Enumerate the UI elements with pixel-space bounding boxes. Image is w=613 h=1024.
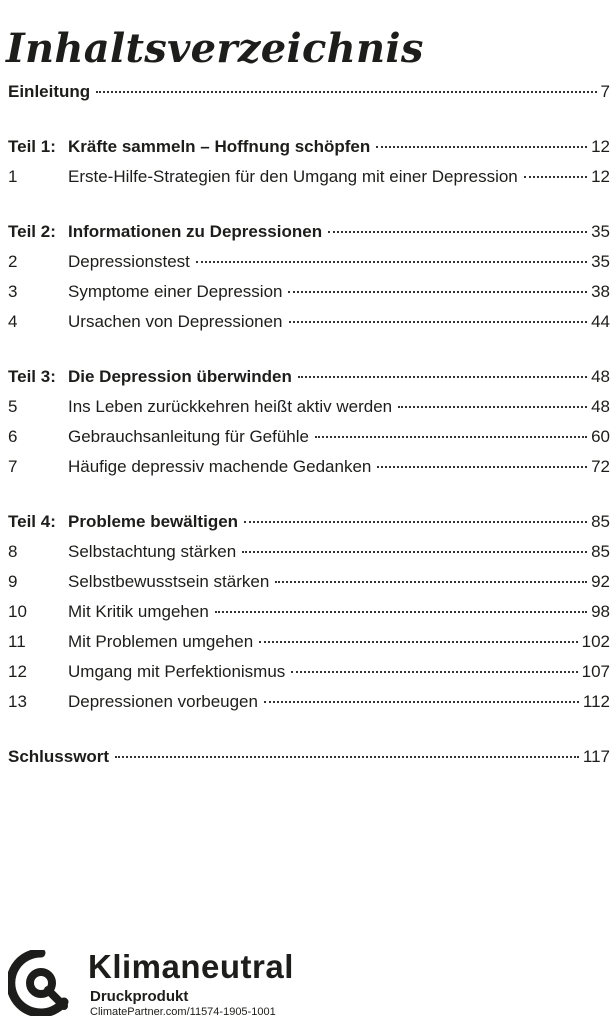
toc-entry-title: Mit Kritik umgehen [68,602,209,621]
toc-entry-page: 112 [582,692,610,711]
toc-entry-page: 60 [591,427,610,446]
toc-entry-number: Teil 1: [8,137,56,156]
toc-entry-title: Mit Problemen umgehen [68,632,254,651]
toc-entry [8,167,610,197]
toc-entry-number: Schlusswort [8,747,110,766]
toc-entry [8,282,610,312]
toc-entry [8,572,610,602]
dot-leader [264,701,579,703]
toc-entry [8,512,610,542]
toc-entry-page: 48 [591,367,610,386]
toc-entry-number: 3 [8,282,18,301]
toc-entry-page: 117 [582,747,610,766]
toc-entry-title: Umgang mit Perfektionismus [68,662,286,681]
toc-entry-title: Erste-Hilfe-Strategien für den Umgang mit einer Depression [68,167,518,186]
toc-entry-title: Gebrauchsanleitung für Gefühle [68,427,309,446]
page-title: Inhaltsverzeichnis [6,24,424,72]
toc-entry-title: Ins Leben zurückkehren heißt aktiv werden [68,397,393,416]
toc-entry-page: 12 [591,137,610,156]
toc-entry-number: Teil 3: [8,367,56,386]
dot-leader [315,436,587,438]
toc-entry-page: 44 [591,312,610,331]
toc-entry-title: Probleme bewältigen [68,512,239,531]
toc-entry-page: 7 [600,82,610,101]
dot-leader [275,581,587,583]
climatepartner-logo-icon [8,950,74,1016]
toc-entry-number: 13 [8,692,27,711]
toc-entry-number: 4 [8,312,18,331]
toc-entry-title: Informationen zu Depressionen [68,222,323,241]
toc-entry [8,137,610,167]
dot-leader [242,551,587,553]
toc-entry-title: Kräfte sammeln – Hoffnung schöpfen [68,137,371,156]
toc-entry-number: 10 [8,602,27,621]
toc-entry-title: Selbstbewusstsein stärken [68,572,270,591]
table-of-contents [8,82,610,777]
dot-leader [298,376,587,378]
toc-entry-page: 107 [581,662,610,681]
dot-leader [288,291,587,293]
toc-entry-page: 85 [591,512,610,531]
toc-entry [8,222,610,252]
dot-leader [377,466,587,468]
toc-entry-number: 7 [8,457,18,476]
toc-entry [8,662,610,692]
toc-entry [8,457,610,487]
toc-entry [8,632,610,662]
toc-entry-number: Teil 2: [8,222,56,241]
dot-leader [244,521,587,523]
toc-entry-page: 48 [591,397,610,416]
dot-leader [259,641,577,643]
toc-entry [8,427,610,457]
dot-leader [376,146,587,148]
climate-neutral-badge [8,946,368,1018]
toc-entry-page: 38 [591,282,610,301]
toc-entry-number: 6 [8,427,18,446]
logo-title: Klimaneutral [88,948,294,985]
toc-entry-number: Einleitung [8,82,91,101]
toc-entry [8,312,610,342]
dot-leader [215,611,587,613]
toc-entry [8,692,610,722]
toc-entry-number: 9 [8,572,18,591]
toc-entry-title: Selbstachtung stärken [68,542,237,561]
toc-entry-page: 102 [581,632,610,651]
toc-entry-page: 92 [591,572,610,591]
dot-leader [196,261,587,263]
toc-entry-number: 12 [8,662,27,681]
toc-entry-title: Ursachen von Depressionen [68,312,283,331]
toc-entry-number: 1 [8,167,18,186]
toc-entry-number: 8 [8,542,18,561]
toc-entry-page: 35 [591,252,610,271]
dot-leader [291,671,577,673]
toc-entry-title: Die Depression überwinden [68,367,292,386]
toc-entry-page: 98 [591,602,610,621]
toc-entry-number: 5 [8,397,18,416]
dot-leader [96,91,596,93]
toc-entry-number: 11 [8,632,26,651]
toc-entry [8,542,610,572]
toc-entry [8,602,610,632]
dot-leader [398,406,587,408]
logo-url: ClimatePartner.com/11574-1905-1001 [90,1006,276,1018]
toc-entry [8,82,610,112]
toc-entry-page: 85 [591,542,610,561]
dot-leader [524,176,587,178]
toc-entry-number: 2 [8,252,18,271]
toc-entry [8,252,610,282]
toc-entry-title: Häufige depressiv machende Gedanken [68,457,372,476]
toc-entry [8,747,610,777]
dot-leader [328,231,587,233]
dot-leader [115,756,579,758]
toc-entry-title: Symptome einer Depression [68,282,283,301]
toc-entry-number: Teil 4: [8,512,56,531]
toc-entry-title: Depressionstest [68,252,190,271]
logo-subtitle: Druckprodukt [90,988,189,1005]
toc-entry-title: Depressionen vorbeugen [68,692,258,711]
toc-entry [8,397,610,427]
toc-entry-page: 12 [591,167,610,186]
dot-leader [289,321,588,323]
toc-entry-page: 72 [591,457,610,476]
toc-entry-page: 35 [591,222,610,241]
toc-entry [8,367,610,397]
